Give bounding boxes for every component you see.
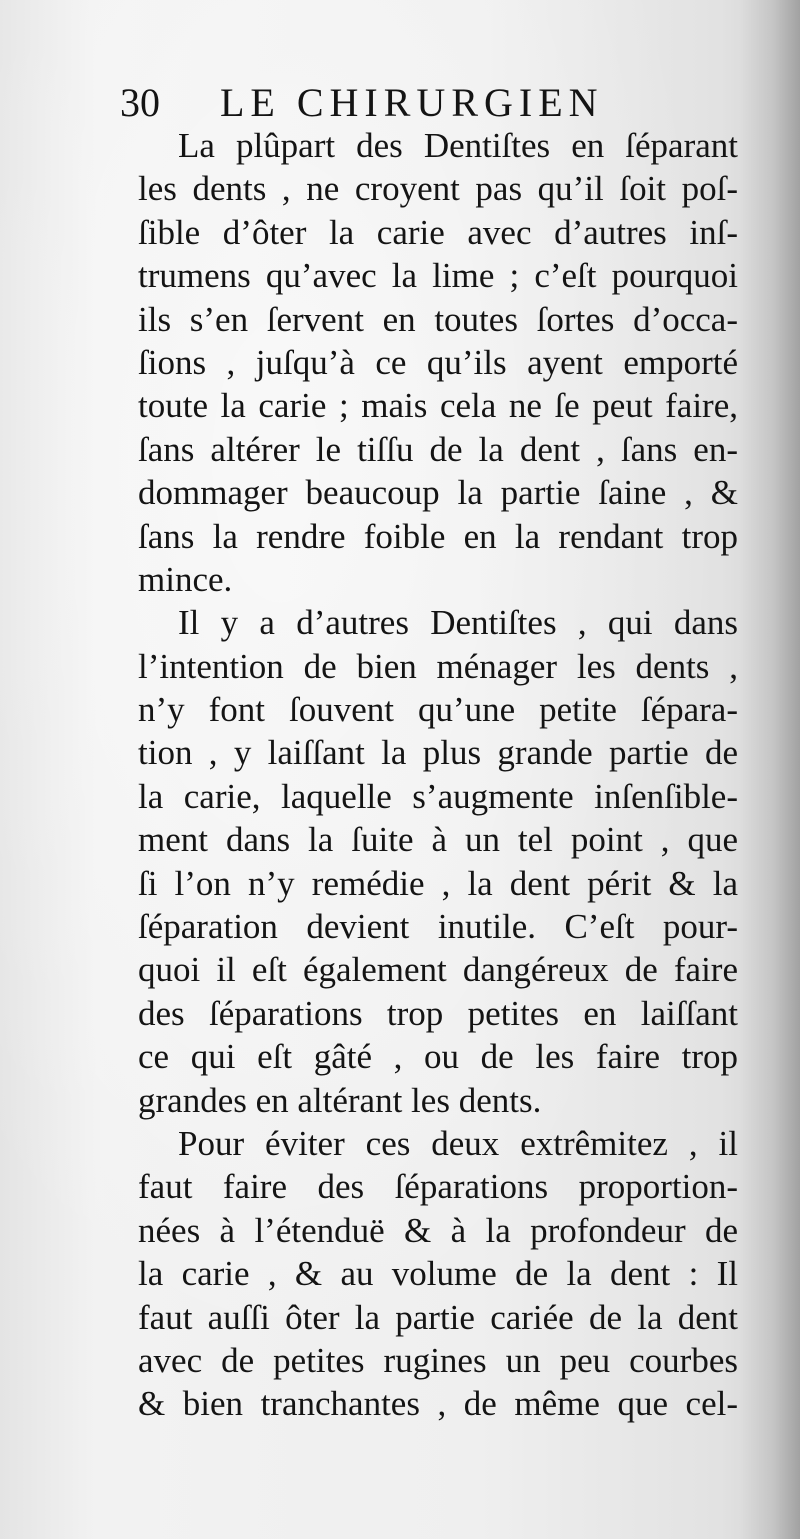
- text-line: des ſéparations trop petites en laiſſant: [138, 993, 738, 1033]
- body-text: [138, 124, 738, 1424]
- page-edge-shadow: [740, 0, 800, 1539]
- running-title: LE CHIRURGIEN: [220, 80, 604, 125]
- text-line: ſans altérer le tiſſu de la dent , ſans en-: [138, 429, 738, 469]
- text-line: quoi il eſt également dangéreux de faire: [138, 950, 738, 990]
- text-line: ment dans la ſuite à un tel point , que: [138, 820, 738, 860]
- text-line: la carie, laquelle s’augmente inſenſible-: [138, 776, 738, 816]
- text-line: n’y font ſouvent qu’une petite ſépara-: [138, 690, 738, 730]
- text-line: mince.: [138, 559, 233, 599]
- text-line: nées à l’étenduë & à la profondeur de: [138, 1210, 738, 1250]
- text-line: trumens qu’avec la lime ; c’eſt pourquoi: [138, 256, 738, 296]
- text-line: faut faire des ſéparations proportion-: [138, 1167, 738, 1207]
- text-line: ſi l’on n’y remédie , la dent périt & la: [138, 863, 738, 903]
- text-line: ils s’en ſervent en toutes ſortes d’occa-: [138, 299, 738, 339]
- text-line: & bien tranchantes , de même que cel-: [138, 1384, 738, 1424]
- text-line: toute la carie ; mais cela ne ſe peut faire,: [138, 386, 738, 426]
- text-line: Pour éviter ces deux extrêmitez , il: [178, 1123, 738, 1163]
- text-line: ſions , juſqu’à ce qu’ils ayent emporté: [138, 342, 738, 382]
- text-line: ſéparation devient inutile. C’eſt pour-: [138, 907, 738, 947]
- text-line: grandes en altérant les dents.: [138, 1080, 542, 1120]
- text-line: la carie , & au volume de la dent : Il: [138, 1254, 738, 1294]
- text-line: les dents , ne croyent pas qu’il ſoit poſ-: [138, 169, 738, 209]
- text-line: l’intention de bien ménager les dents ,: [138, 646, 738, 686]
- text-line: ce qui eſt gâté , ou de les faire trop: [138, 1037, 738, 1077]
- text-line: dommager beaucoup la partie ſaine , &: [138, 473, 738, 513]
- page-number: 30: [120, 80, 160, 125]
- text-line: Il y a d’autres Dentiſtes , qui dans: [178, 603, 738, 643]
- text-line: avec de petites rugines un peu courbes: [138, 1340, 738, 1380]
- running-head: [120, 78, 740, 128]
- text-line: ſible d’ôter la carie avec d’autres inſ-: [138, 212, 738, 252]
- text-line: La plûpart des Dentiſtes en ſéparant: [178, 126, 738, 165]
- text-line: ſans la rendre foible en la rendant trop: [138, 516, 738, 556]
- text-line: tion , y laiſſant la plus grande partie de: [138, 733, 738, 773]
- text-line: faut auſſi ôter la partie cariée de la dent: [138, 1297, 738, 1337]
